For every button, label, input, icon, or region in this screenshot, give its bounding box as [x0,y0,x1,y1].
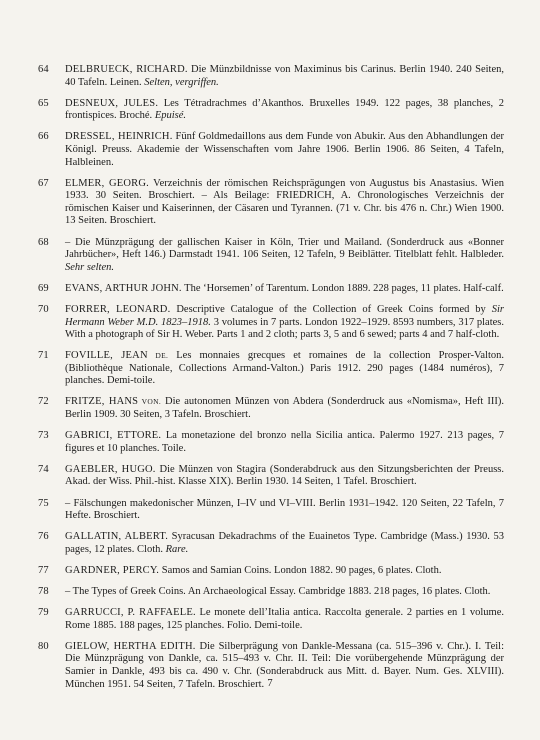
catalogue-entry [38,396,504,421]
entry-text [65,178,504,228]
entry-note: Rare. [165,543,189,555]
entry-text [65,565,504,578]
entry-name-particle: VON. [138,397,162,407]
entry-text [65,498,504,523]
catalogue-entry [38,430,504,455]
entry-description: Les Tétradrachmes d’Akanthos. Bruxelles 1949. 122 pages, 38 planches, 2 frontispices. Broché. [65,97,504,122]
entry-author: GALLATIN, ALBERT. [65,531,169,543]
entry-description: Die Münzbildnisse von Maximinus bis Carinus. Berlin 1940. 240 Seiten, 40 Tafeln. Leinen. [65,64,505,88]
entry-description: The ‘Horsemen’ of Tarentum. London 1889. 228 pages, 11 plates. Half-calf. [181,282,504,294]
entry-author: GIELOW, HERTHA EDITH. [65,640,196,652]
entry-text [65,607,504,632]
entry-description: Fünf Goldmedaillons aus dem Funde von Abukir. Aus den Abhandlungen der Königl. Preuss. Akademie der Wissenschaften vom Jahre 1906. Berlin 1906. 86 Seiten, 4 Tafeln, Halbleinen. [65,131,504,168]
entry-author: EVANS, ARTHUR JOHN. [65,282,182,294]
catalogue-entry [38,586,504,599]
catalogue-entry [38,237,504,275]
entry-note: Epuisé. [154,110,187,122]
entry-description: Syracusan Dekadrachms of the Euainetos Type. Cambridge (Mass.) 1930. 53 pages, 12 plates. Cloth. [65,531,504,555]
entry-text [65,64,504,89]
entry-description: Verzeichnis der römischen Reichsprägungen von Augustus bis Anastasius. Wien 1933. 30 Seiten. Broschiert. – Als Beilage: FRIEDRICH, A. Chronologisches Verzeichnis der römischen Kaiser und Kaiserinnen, der Cäsaren und Tyrannen. (71 v. Chr. bis 476 n. Chr.) Wien 1900. 13 Seiten. Broschiert. [65,177,504,227]
entry-number: 72 [38,396,49,408]
entry-author: GAEBLER, HUGO. [65,463,156,475]
entry-number: 71 [38,350,49,362]
entry-author: FORRER, LEONARD. [65,303,171,315]
entry-text [65,396,504,421]
entry-author: DELBRUECK, RICHARD. [65,64,188,75]
entry-number: 74 [38,463,49,475]
entry-number: 75 [38,497,49,509]
catalogue-entry [38,64,504,89]
entry-author: GARDNER, PERCY. [65,564,160,576]
entry-text [65,531,504,556]
entry-description: Die Silberprägung von Dankle-Messana (ca. 515–396 v. Chr.). I. Teil: Die Münzprägung von Dankle, ca. 515–493 v. Chr. II. Teil: Die vorübergehende Münzprägung der Samier in Dankle, 493 bis ca. 490 v. Chr. (Sonderabdruck aus Mitt. d. Bayer. Num. Ges. XLVIII). München 1951. 54 Seiten, 7 Tafeln. Broschiert. [65,640,504,690]
catalogue-entry [38,98,504,123]
entry-author: GARRUCCI, P. RAFFAELE. [65,607,196,619]
entry-number: 64 [38,64,49,75]
entry-collection-title: Sir Hermann Weber M.D. 1823–1918. [65,303,504,328]
catalogue-entry [38,304,504,342]
entry-note: Sehr selten. [65,261,114,273]
entry-description: La monetazione del bronzo nella Sicilia antica. Palermo 1927. 213 pages, 7 figures et 10 planches. Toile. [65,430,505,454]
entry-number: 70 [38,303,49,315]
entry-text [65,98,504,123]
entry-number: 78 [38,586,49,597]
entry-description: Die Münzen von Stagira (Sonderabdruck aus den Sitzungsberichten der Preuss. Akad. der Wiss. Phil.-hist. Klasse XIX). Berlin 1930. 14 Seiten, 1 Tafel. Broschiert. [65,463,504,488]
entry-number: 80 [38,640,49,652]
entry-text [65,131,504,169]
catalogue-entry [38,464,504,489]
entry-description: Samos and Samian Coins. London 1882. 90 pages, 6 plates. Cloth. [159,564,442,576]
entry-description: Le monete dell’Italia antica. Raccolta generale. 2 parties en 1 volume. Rome 1885. 188 pages, 125 planches. Folio. Demi-toile. [65,607,504,631]
catalogue-entry [38,498,504,523]
entry-author: GABRICI, ETTORE. [65,430,162,442]
catalogue-entry [38,565,504,578]
entry-number: 79 [38,607,49,619]
catalogue-entry [38,607,504,632]
entry-description: Descriptive Catalogue of the Collection of Greek Coins formed by [170,303,492,315]
entry-author: ELMER, GEORG. [65,177,149,189]
entry-text [65,586,504,599]
catalogue-entry [38,131,504,169]
page-number: 7 [267,678,273,689]
entry-description: – The Types of Greek Coins. An Archaeological Essay. Cambridge 1883. 218 pages, 16 plates. Cloth. [65,586,491,597]
entry-name-particle: DE. [147,351,169,361]
entry-author: FRITZE, HANS [65,396,139,408]
catalogue-entry [38,283,504,296]
entry-text [65,430,504,455]
entry-description: – Die Münzprägung der gallischen Kaiser in Köln, Trier und Mailand. (Sonderdruck aus «Bonner Jahrbücher», Heft 146.) Darmstadt 1941. 106 Seiten, 12 Tafeln, 9 Beiblätter. Titelblatt fehlt. Halbleder. [65,236,504,261]
entry-text [65,304,504,342]
entry-number: 68 [38,236,49,248]
entry-description: Les monnaies grecques et romaines de la collection Prosper-Valton. (Bibliothèque Nationale, Collections Armand-Valton.) Paris 1912. 290 pages (1484 numéros), 7 planches. Demi-toile. [65,350,505,387]
entry-number: 77 [38,564,49,576]
entry-text [65,237,504,275]
catalogue-entry [38,178,504,228]
entry-author: FOVILLE, JEAN [65,350,148,362]
catalogue-entries [38,64,504,700]
entry-description: Die autonomen Münzen von Abdera (Sonderdruck aus «Nomisma», Heft III). Berlin 1909. 30 Seiten, 3 Tafeln. Broschiert. [65,396,504,421]
entry-author: DESNEUX, JULES. [65,97,159,109]
catalogue-entry [38,350,504,388]
entry-number: 73 [38,430,49,442]
entry-note: Selten, vergriffen. [144,76,219,88]
catalogue-entry [38,531,504,556]
entry-description: – Fälschungen makedonischer Münzen, I–IV und VI–VIII. Berlin 1931–1942. 120 Seiten, 22 Tafeln, 7 Hefte. Broschiert. [65,497,504,522]
entry-description-continued: 3 volumes in 7 parts. London 1922–1929. 8593 numbers, 317 plates. With a photograph of Sir H. Weber. Parts 1 and 2 cloth; parts 3, 5 and 6 sewed; parts 4 and 7 half-cloth. [65,316,504,341]
entry-number: 69 [38,282,49,294]
entry-number: 65 [38,97,49,109]
entry-number: 76 [38,531,49,543]
entry-text [65,283,504,296]
entry-number: 66 [38,131,49,143]
entry-author: DRESSEL, HEINRICH. [65,131,173,143]
entry-text [65,464,504,489]
entry-number: 67 [38,177,49,189]
entry-text [65,350,504,388]
